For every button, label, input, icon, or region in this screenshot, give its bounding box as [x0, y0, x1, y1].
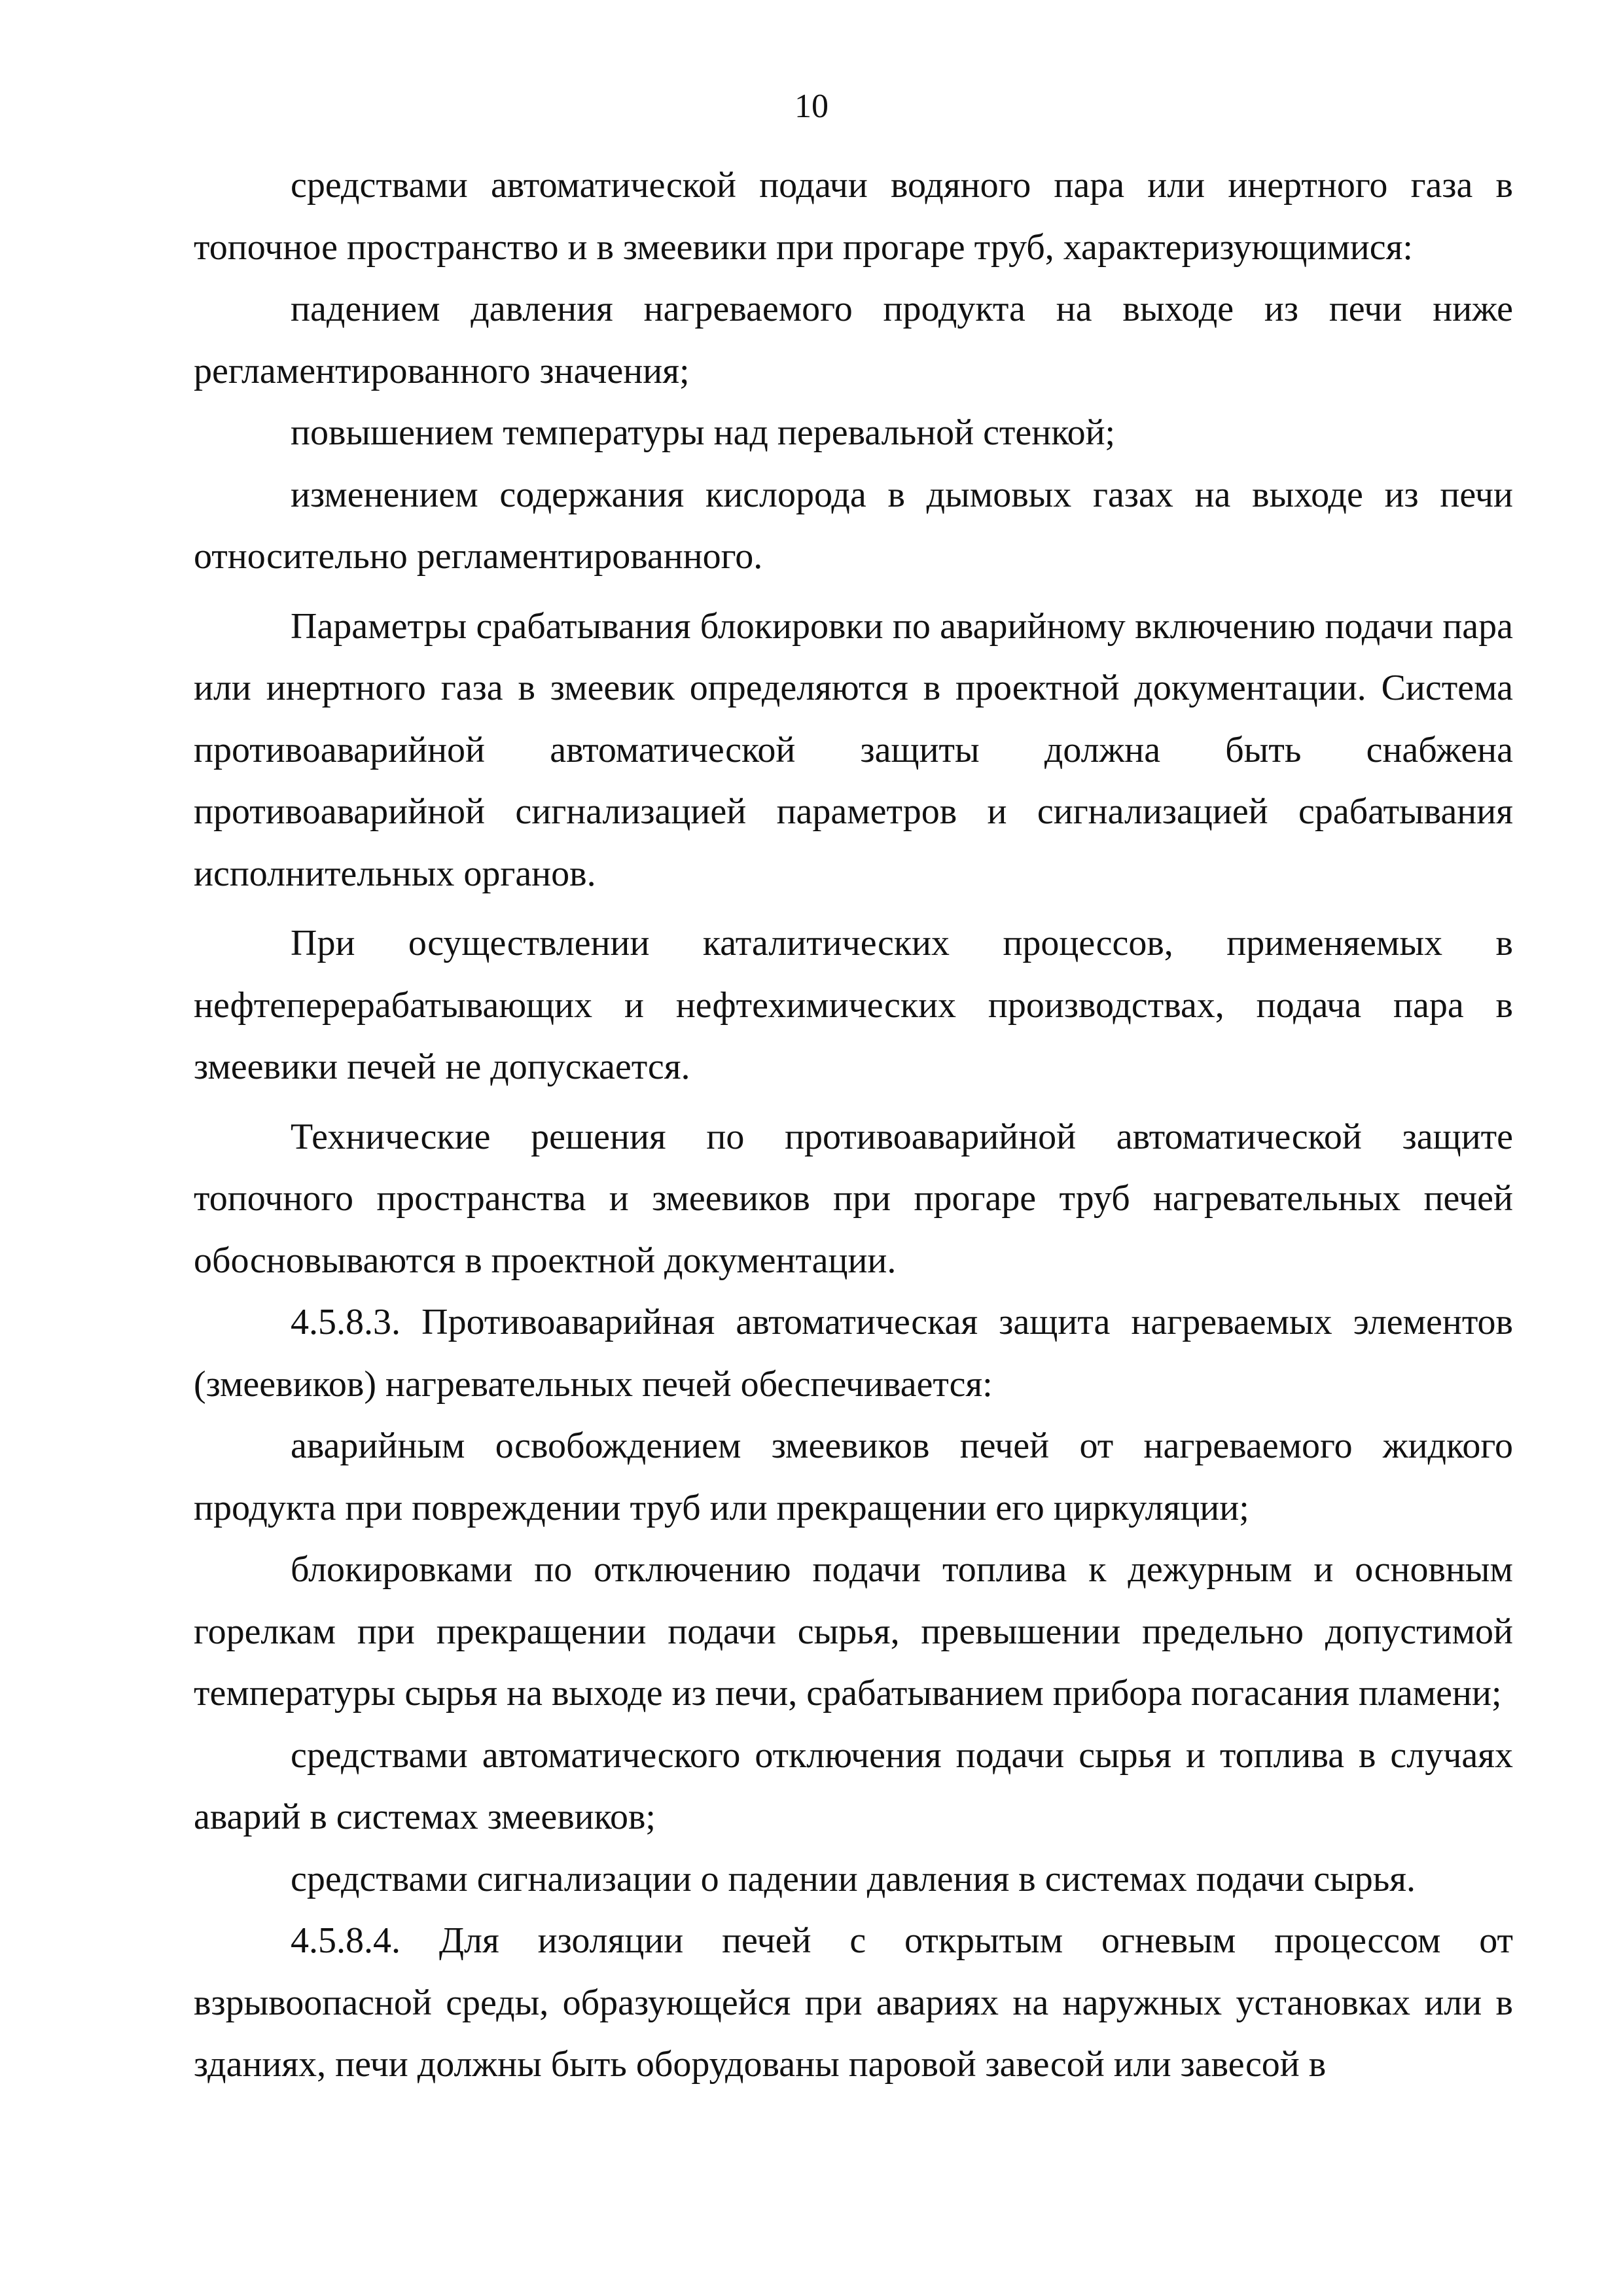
paragraph-section-4-5-8-3: 4.5.8.3. Противоаварийная автоматическая защита нагреваемых элементов (змеевиков) нагревательных печей обеспечивается:	[194, 1302, 1513, 1405]
paragraph-section-4-5-8-4: 4.5.8.4. Для изоляции печей с открытым огневым процессом от взрывоопасной среды, образующейся при авариях на наружных установках или в зданиях, печи должны быть оборудованы паровой завесой или завесой в	[194, 1920, 1513, 2085]
paragraph-interlock-parameters: Параметры срабатывания блокировки по аварийному включению подачи пара или инертного газа в змеевик определяются в проектной документации. Система противоаварийной автоматической защиты должна быть снабжена противоаварийной сигнализацией параметров и сигнализацией срабатывания исполнительных органов.	[194, 605, 1513, 894]
paragraph-temperature-rise: повышением температуры над перевальной стенкой;	[291, 412, 1116, 453]
paragraph-steam-supply-means: средствами автоматической подачи водяного пара или инертного газа в топочное пространство и в змеевики при прогаре труб, характеризующимися:	[194, 165, 1513, 268]
page-number: 10	[794, 88, 829, 125]
paragraph-automatic-shutoff: средствами автоматического отключения подачи сырья и топлива в случаях аварий в системах змеевиков;	[194, 1734, 1513, 1837]
paragraph-fuel-interlocks: блокировками по отключению подачи топлива к дежурным и основным горелкам при прекращении подачи сырья, превышении предельно допустимой температуры сырья на выходе из печи, срабатыванием прибора погасания пламени;	[194, 1549, 1513, 1713]
paragraph-technical-solutions: Технические решения по противоаварийной автоматической защите топочного пространства и змеевиков при прогаре труб нагревательных печей обосновываются в проектной документации.	[194, 1116, 1513, 1281]
paragraph-emergency-release: аварийным освобождением змеевиков печей от нагреваемого жидкого продукта при повреждении труб или прекращении его циркуляции;	[194, 1426, 1513, 1528]
paragraph-pressure-drop: падением давления нагреваемого продукта на выходе из печи ниже регламентированного значения;	[194, 289, 1513, 391]
paragraph-pressure-alarm: средствами сигнализации о падении давления в системах подачи сырья.	[291, 1858, 1416, 1899]
paragraph-catalytic-processes: При осуществлении каталитических процессов, применяемых в нефтеперерабатывающих и нефтехимических производствах, подача пара в змеевики печей не допускается.	[194, 923, 1513, 1087]
body-text	[194, 154, 1513, 2096]
paragraph-oxygen-change: изменением содержания кислорода в дымовых газах на выходе из печи относительно регламентированного.	[194, 474, 1513, 577]
